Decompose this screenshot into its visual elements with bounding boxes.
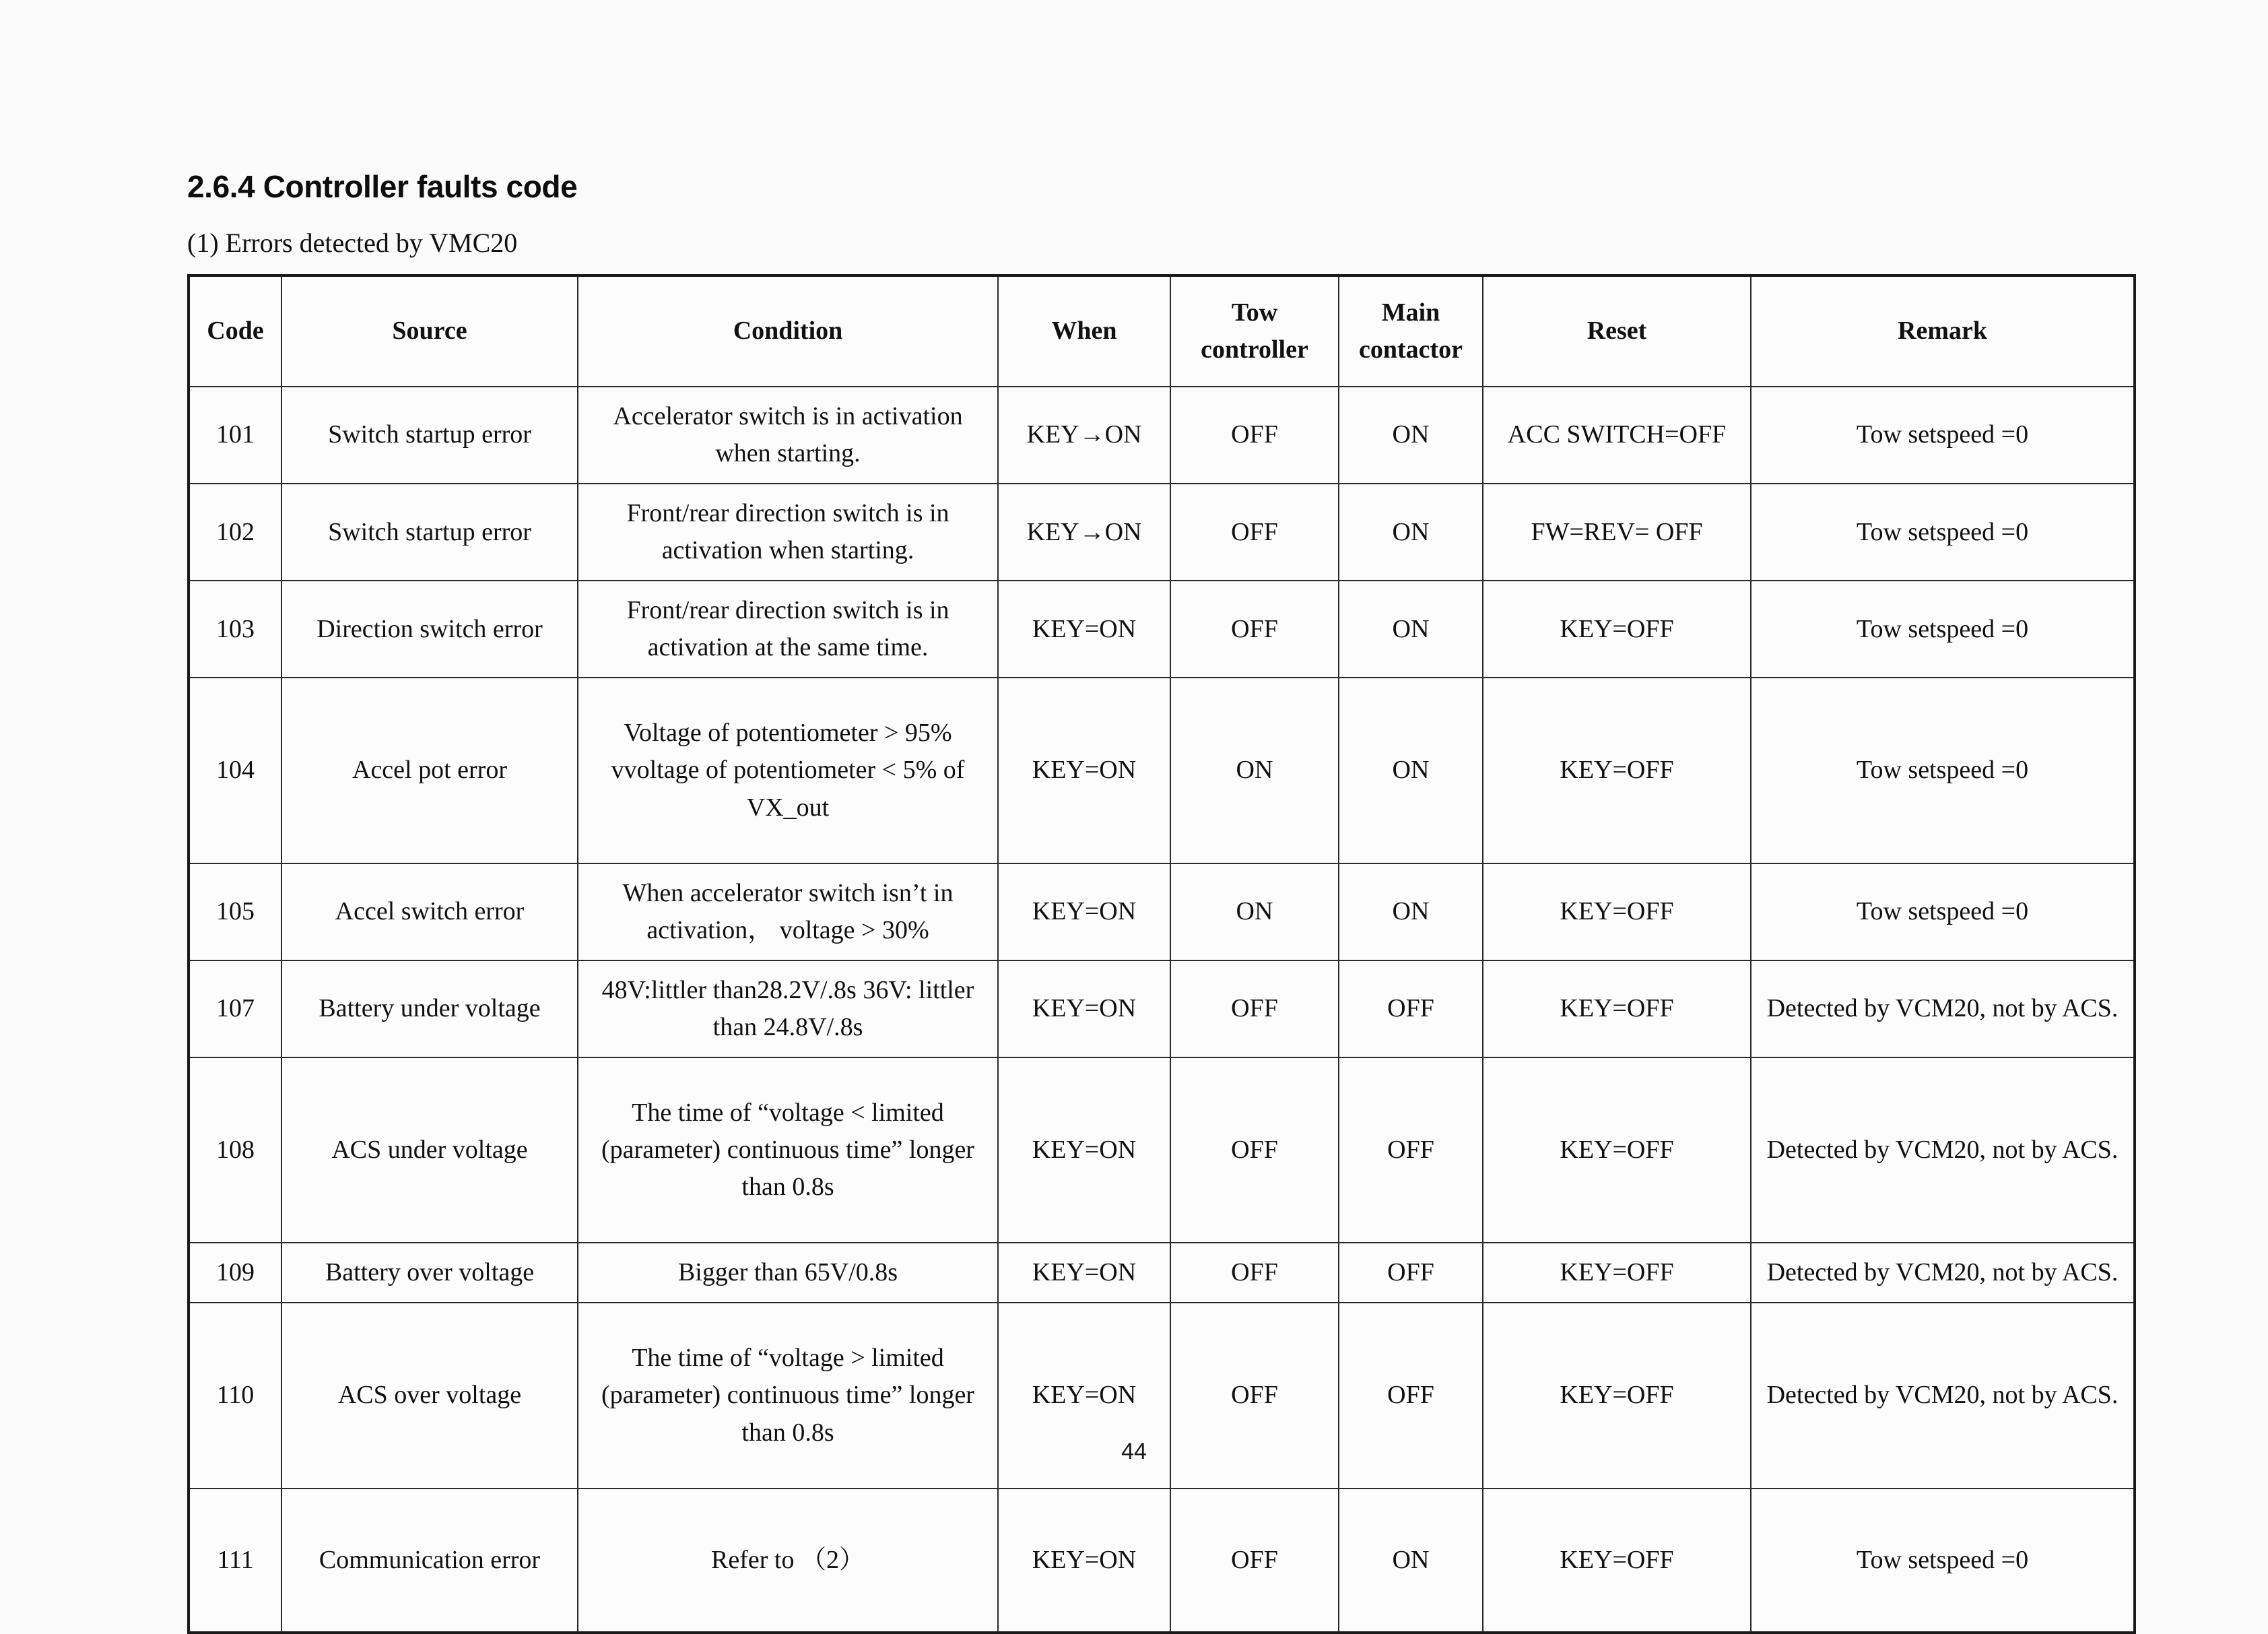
cell-tow: OFF [1170,960,1339,1057]
cell-when: KEY→ON [998,387,1170,484]
tow-header-line-1: Tow [1231,298,1278,327]
cell-tow: OFF [1170,387,1339,484]
tow-header-line-2: controller [1201,335,1308,364]
cell-when: KEY=ON [998,1243,1170,1303]
cell-main: OFF [1339,960,1483,1057]
cell-tow: ON [1170,863,1339,960]
cell-source: Switch startup error [281,387,578,484]
table-row [189,387,2135,484]
cell-code: 104 [189,678,281,863]
cell-tow: ON [1170,678,1339,863]
controller-faults-table [187,274,2136,1634]
table-row [189,484,2135,581]
table-row [189,1243,2135,1303]
cell-when: KEY=ON [998,678,1170,863]
cell-remark: Tow setspeed =0 [1751,863,2135,960]
cell-condition: Refer to （2） [578,1489,998,1633]
cell-remark: Tow setspeed =0 [1751,484,2135,581]
cell-reset: KEY=OFF [1483,1489,1751,1633]
cell-main: ON [1339,678,1483,863]
cell-reset: FW=REV= OFF [1483,484,1751,581]
table-row [189,863,2135,960]
cell-reset: ACC SWITCH=OFF [1483,387,1751,484]
cell-reset: KEY=OFF [1483,960,1751,1057]
table-row [189,581,2135,678]
column-header-code: Code [189,275,281,387]
cell-main: ON [1339,387,1483,484]
cell-when: KEY=ON [998,581,1170,678]
cell-code: 101 [189,387,281,484]
cell-condition: 48V:littler than28.2V/.8s 36V: littler than 24.8V/.8s [578,960,998,1057]
cell-tow: OFF [1170,1303,1339,1488]
cell-main: ON [1339,1489,1483,1633]
cell-code: 105 [189,863,281,960]
cell-code: 102 [189,484,281,581]
cell-source: Communication error [281,1489,578,1633]
table-header-row [189,275,2135,387]
cell-tow: OFF [1170,1243,1339,1303]
table-row [189,1057,2135,1243]
cell-remark: Detected by VCM20, not by ACS. [1751,1057,2135,1243]
cell-code: 109 [189,1243,281,1303]
table-row [189,1489,2135,1633]
cell-remark: Tow setspeed =0 [1751,581,2135,678]
cell-code: 111 [189,1489,281,1633]
column-header-remark: Remark [1751,275,2135,387]
cell-main: OFF [1339,1303,1483,1488]
cell-source: ACS over voltage [281,1303,578,1488]
column-header-tow-controller [1170,275,1339,387]
cell-when: KEY=ON [998,1489,1170,1633]
cell-condition: Bigger than 65V/0.8s [578,1243,998,1303]
column-header-main-contactor [1339,275,1483,387]
cell-condition: Front/rear direction switch is in activation at the same time. [578,581,998,678]
cell-when: KEY→ON [998,484,1170,581]
cell-tow: OFF [1170,581,1339,678]
main-header-line-2: contactor [1358,335,1463,364]
cell-tow: OFF [1170,1489,1339,1633]
cell-remark: Tow setspeed =0 [1751,1489,2135,1633]
main-header-line-1: Main [1381,298,1440,327]
cell-code: 110 [189,1303,281,1488]
cell-code: 108 [189,1057,281,1243]
cell-condition: Accelerator switch is in activation when starting. [578,387,998,484]
cell-remark: Tow setspeed =0 [1751,387,2135,484]
cell-reset: KEY=OFF [1483,678,1751,863]
column-header-source: Source [281,275,578,387]
cell-condition: The time of “voltage > limited (parameter) continuous time” longer than 0.8s [578,1303,998,1488]
cell-remark: Detected by VCM20, not by ACS. [1751,1243,2135,1303]
cell-source: Battery over voltage [281,1243,578,1303]
cell-reset: KEY=OFF [1483,581,1751,678]
page-title: 2.6.4 Controller faults code [187,169,578,204]
cell-source: Battery under voltage [281,960,578,1057]
column-header-reset: Reset [1483,275,1751,387]
cell-source: ACS under voltage [281,1057,578,1243]
table-caption: (1) Errors detected by VMC20 [187,227,518,258]
cell-tow: OFF [1170,484,1339,581]
cell-reset: KEY=OFF [1483,1057,1751,1243]
cell-source: Direction switch error [281,581,578,678]
cell-main: OFF [1339,1057,1483,1243]
cell-when: KEY=ON [998,863,1170,960]
cell-remark: Detected by VCM20, not by ACS. [1751,960,2135,1057]
cell-main: ON [1339,863,1483,960]
cell-code: 103 [189,581,281,678]
cell-condition: Front/rear direction switch is in activation when starting. [578,484,998,581]
cell-when: KEY=ON [998,960,1170,1057]
cell-main: ON [1339,581,1483,678]
cell-source: Accel switch error [281,863,578,960]
cell-condition: When accelerator switch isn’t in activation， voltage > 30% [578,863,998,960]
cell-source: Accel pot error [281,678,578,863]
cell-remark: Tow setspeed =0 [1751,678,2135,863]
cell-reset: KEY=OFF [1483,1243,1751,1303]
column-header-condition: Condition [578,275,998,387]
cell-main: ON [1339,484,1483,581]
cell-reset: KEY=OFF [1483,863,1751,960]
cell-tow: OFF [1170,1057,1339,1243]
cell-when: KEY=ON [998,1057,1170,1243]
table-row [189,960,2135,1057]
table-row [189,678,2135,863]
column-header-when: When [998,275,1170,387]
cell-code: 107 [189,960,281,1057]
page-content [187,170,2133,1634]
cell-reset: KEY=OFF [1483,1303,1751,1488]
cell-when: KEY=ON [998,1303,1170,1488]
cell-condition: Voltage of potentiometer > 95% vvoltage of potentiometer < 5% of VX_out [578,678,998,863]
cell-condition: The time of “voltage < limited (parameter) continuous time” longer than 0.8s [578,1057,998,1243]
cell-remark: Detected by VCM20, not by ACS. [1751,1303,2135,1488]
page-number: 44 [1121,1439,1147,1464]
cell-source: Switch startup error [281,484,578,581]
cell-main: OFF [1339,1243,1483,1303]
